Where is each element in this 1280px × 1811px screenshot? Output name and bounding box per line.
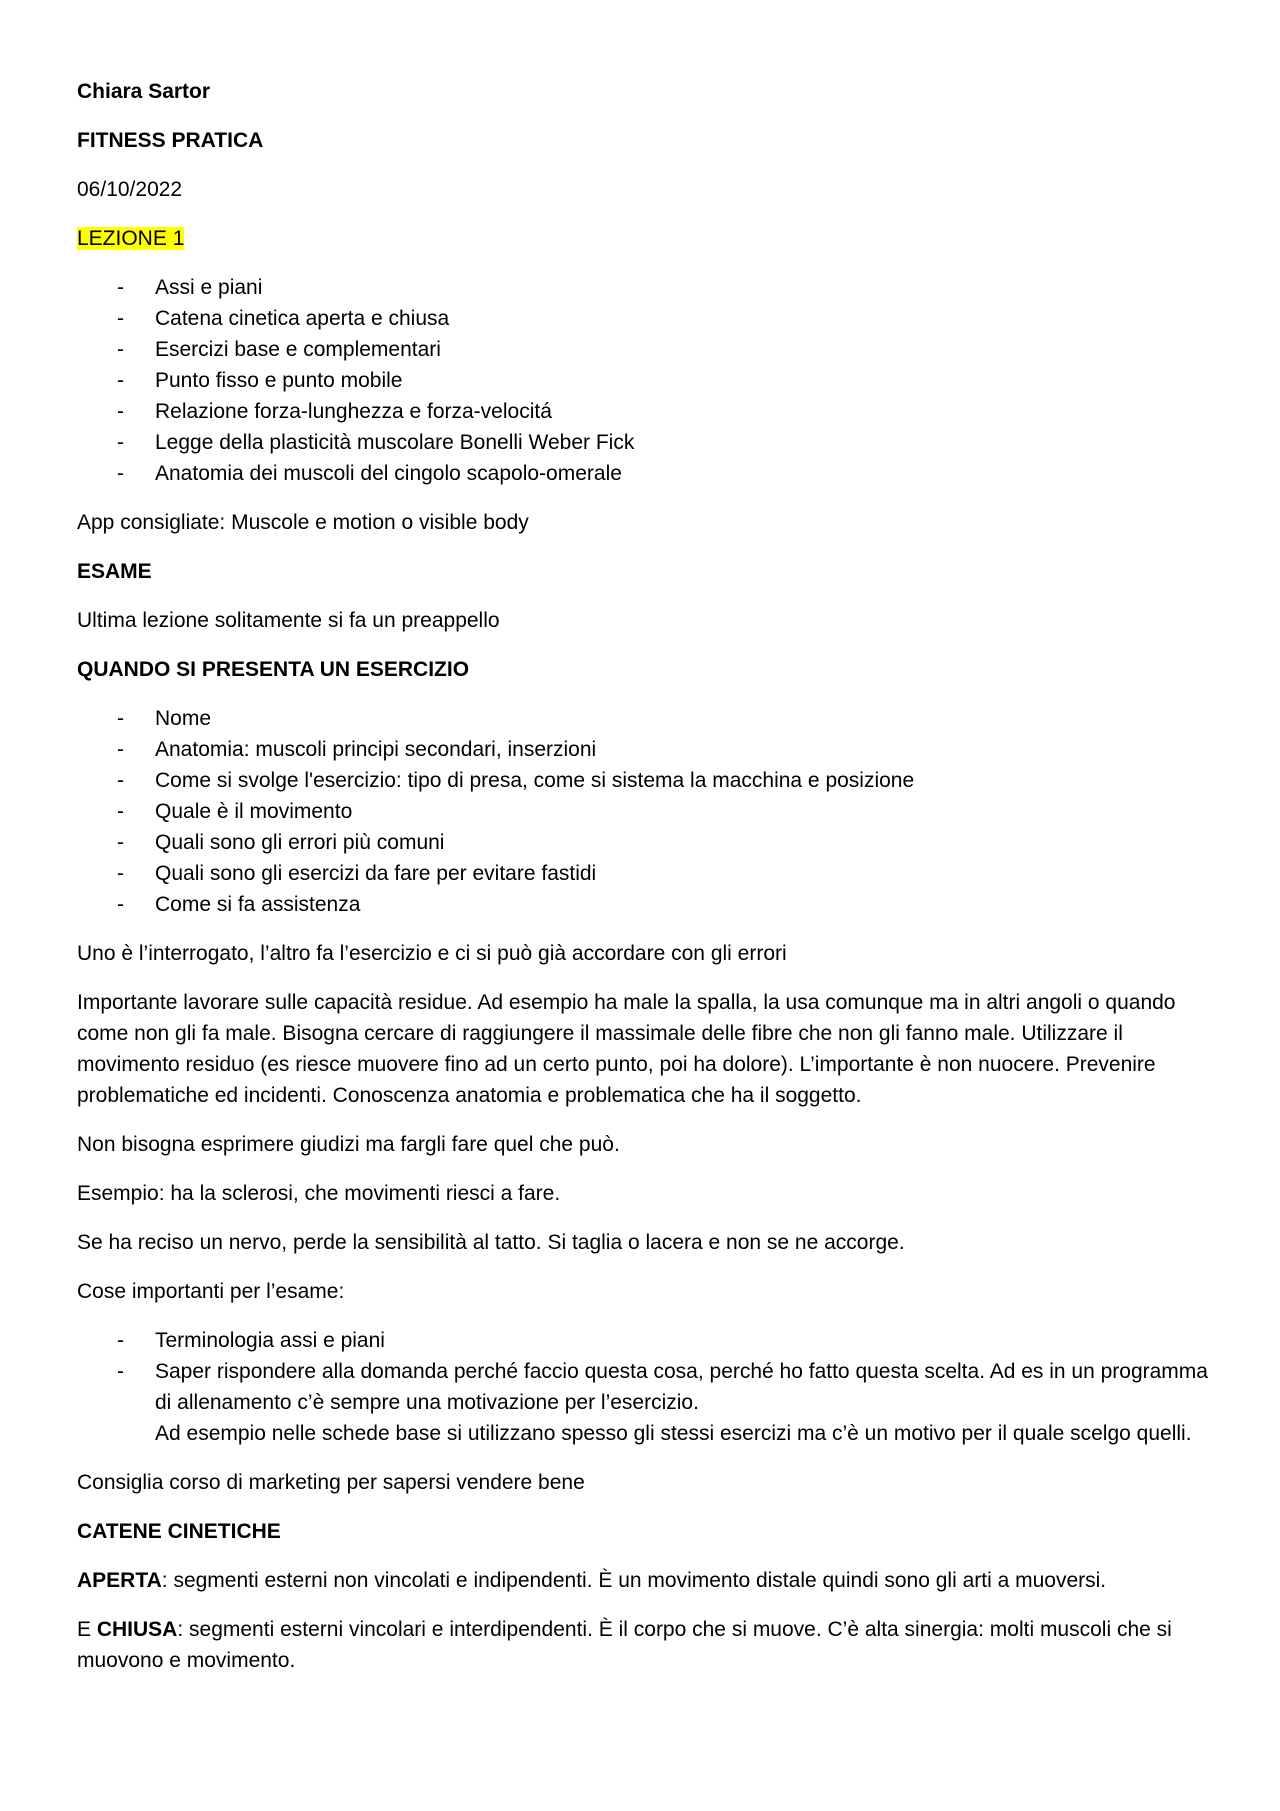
list-item xyxy=(77,458,1217,489)
dash-marker: - xyxy=(117,338,124,361)
item-text: Quale è il movimento xyxy=(155,800,353,823)
list-item xyxy=(77,827,1217,858)
chiusa-text: : segmenti esterni vincolari e interdipendenti. È il corpo che si muove. C’è alta sinergia: molti muscoli che si muovono e movimento. xyxy=(77,1618,1172,1672)
topic-text: Punto fisso e punto mobile xyxy=(155,369,403,392)
list-item xyxy=(77,334,1217,365)
topic-text: Relazione forza-lunghezza e forza-velocitá xyxy=(155,400,552,423)
list-item xyxy=(77,1325,1217,1356)
item-text-continued: Ad esempio nelle schede base si utilizzano spesso gli stessi esercizi ma c’è un motivo per il quale scelgo quelli. xyxy=(155,1422,1192,1445)
nervo-paragraph: Se ha reciso un nervo, perde la sensibilità al tatto. Si taglia o lacera e non se ne accorge. xyxy=(77,1231,905,1254)
item-text: Quali sono gli errori più comuni xyxy=(155,831,445,854)
item-text: Anatomia: muscoli principi secondari, inserzioni xyxy=(155,738,597,761)
dash-marker: - xyxy=(117,307,124,330)
list-item xyxy=(77,765,1217,796)
topic-text: Catena cinetica aperta e chiusa xyxy=(155,307,450,330)
list-item xyxy=(77,427,1217,458)
dash-marker: - xyxy=(117,831,124,854)
apps-paragraph: App consigliate: Muscole e motion o visible body xyxy=(77,511,529,534)
course-title: FITNESS PRATICA xyxy=(77,129,264,152)
aperta-paragraph xyxy=(77,1565,1217,1596)
dash-marker: - xyxy=(117,431,124,454)
cose-importanti-paragraph: Cose importanti per l’esame: xyxy=(77,1280,345,1303)
list-item xyxy=(77,365,1217,396)
list-item xyxy=(77,858,1217,889)
dash-marker: - xyxy=(117,893,124,916)
presentazione-list xyxy=(77,703,1217,920)
document-date: 06/10/2022 xyxy=(77,178,183,201)
item-text: Terminologia assi e piani xyxy=(155,1329,385,1352)
dash-marker: - xyxy=(117,276,124,299)
presentazione-heading: QUANDO SI PRESENTA UN ESERCIZIO xyxy=(77,658,470,681)
item-text: Quali sono gli esercizi da fare per evitare fastidi xyxy=(155,862,597,885)
dash-marker: - xyxy=(117,1329,124,1352)
dash-marker: - xyxy=(117,769,124,792)
marketing-paragraph: Consiglia corso di marketing per sapersi vendere bene xyxy=(77,1471,585,1494)
list-item xyxy=(77,734,1217,765)
list-item xyxy=(77,272,1217,303)
list-item xyxy=(77,703,1217,734)
lesson-heading xyxy=(77,223,1217,254)
giudizi-paragraph: Non bisogna esprimere giudizi ma fargli fare quel che può. xyxy=(77,1133,620,1156)
aperta-text: : segmenti esterni non vincolati e indipendenti. È un movimento distale quindi sono gli arti a muoversi. xyxy=(161,1569,1107,1592)
exam-items-list xyxy=(77,1325,1217,1449)
topic-text: Anatomia dei muscoli del cingolo scapolo-omerale xyxy=(155,462,622,485)
chiusa-label: CHIUSA xyxy=(96,1618,178,1641)
list-item xyxy=(77,303,1217,334)
catene-heading: CATENE CINETICHE xyxy=(77,1520,281,1543)
list-item xyxy=(77,796,1217,827)
item-text: Come si svolge l'esercizio: tipo di presa, come si sistema la macchina e posizione xyxy=(155,769,915,792)
sclerosi-paragraph: Esempio: ha la sclerosi, che movimenti riesci a fare. xyxy=(77,1182,561,1205)
document-page xyxy=(77,76,1217,1694)
dash-marker: - xyxy=(117,862,124,885)
topic-text: Esercizi base e complementari xyxy=(155,338,441,361)
interrogato-paragraph: Uno è l’interrogato, l’altro fa l’esercizio e ci si può già accordare con gli errori xyxy=(77,942,787,965)
list-item xyxy=(77,1356,1217,1449)
capacita-paragraph: Importante lavorare sulle capacità residue. Ad esempio ha male la spalla, la usa comunque ma in altri angoli o quando come non gli fa male. Bisogna cercare di raggiungere il massimale delle fibre che non gli fanno male. Utilizzare il movimento residuo (es riesce muovere fino ad un certo punto, poi ha dolore). L’importante è non nuocere. Prevenire problematiche ed incidenti. Conoscenza anatomia e problematica che ha il soggetto. xyxy=(77,991,1176,1107)
topic-text: Legge della plasticità muscolare Bonelli Weber Fick xyxy=(155,431,635,454)
chiusa-paragraph xyxy=(77,1614,1217,1676)
esame-paragraph: Ultima lezione solitamente si fa un preappello xyxy=(77,609,500,632)
dash-marker: - xyxy=(117,738,124,761)
list-item xyxy=(77,396,1217,427)
chiusa-prefix: E xyxy=(77,1618,97,1641)
item-text: Saper rispondere alla domanda perché faccio questa cosa, perché ho fatto questa scelta. Ad es in un programma di allenamento c’è sempre una motivazione per l’esercizio. xyxy=(155,1360,1208,1414)
author-name: Chiara Sartor xyxy=(77,80,211,103)
esame-heading: ESAME xyxy=(77,560,152,583)
list-item xyxy=(77,889,1217,920)
dash-marker: - xyxy=(117,800,124,823)
dash-marker: - xyxy=(117,707,124,730)
topics-list xyxy=(77,272,1217,489)
dash-marker: - xyxy=(117,462,124,485)
item-text: Come si fa assistenza xyxy=(155,893,361,916)
aperta-label: APERTA xyxy=(77,1569,162,1592)
dash-marker: - xyxy=(117,369,124,392)
lesson-label-highlight: LEZIONE 1 xyxy=(77,227,185,250)
dash-marker: - xyxy=(117,400,124,423)
item-text: Nome xyxy=(155,707,212,730)
topic-text: Assi e piani xyxy=(155,276,263,299)
dash-marker: - xyxy=(117,1360,124,1383)
